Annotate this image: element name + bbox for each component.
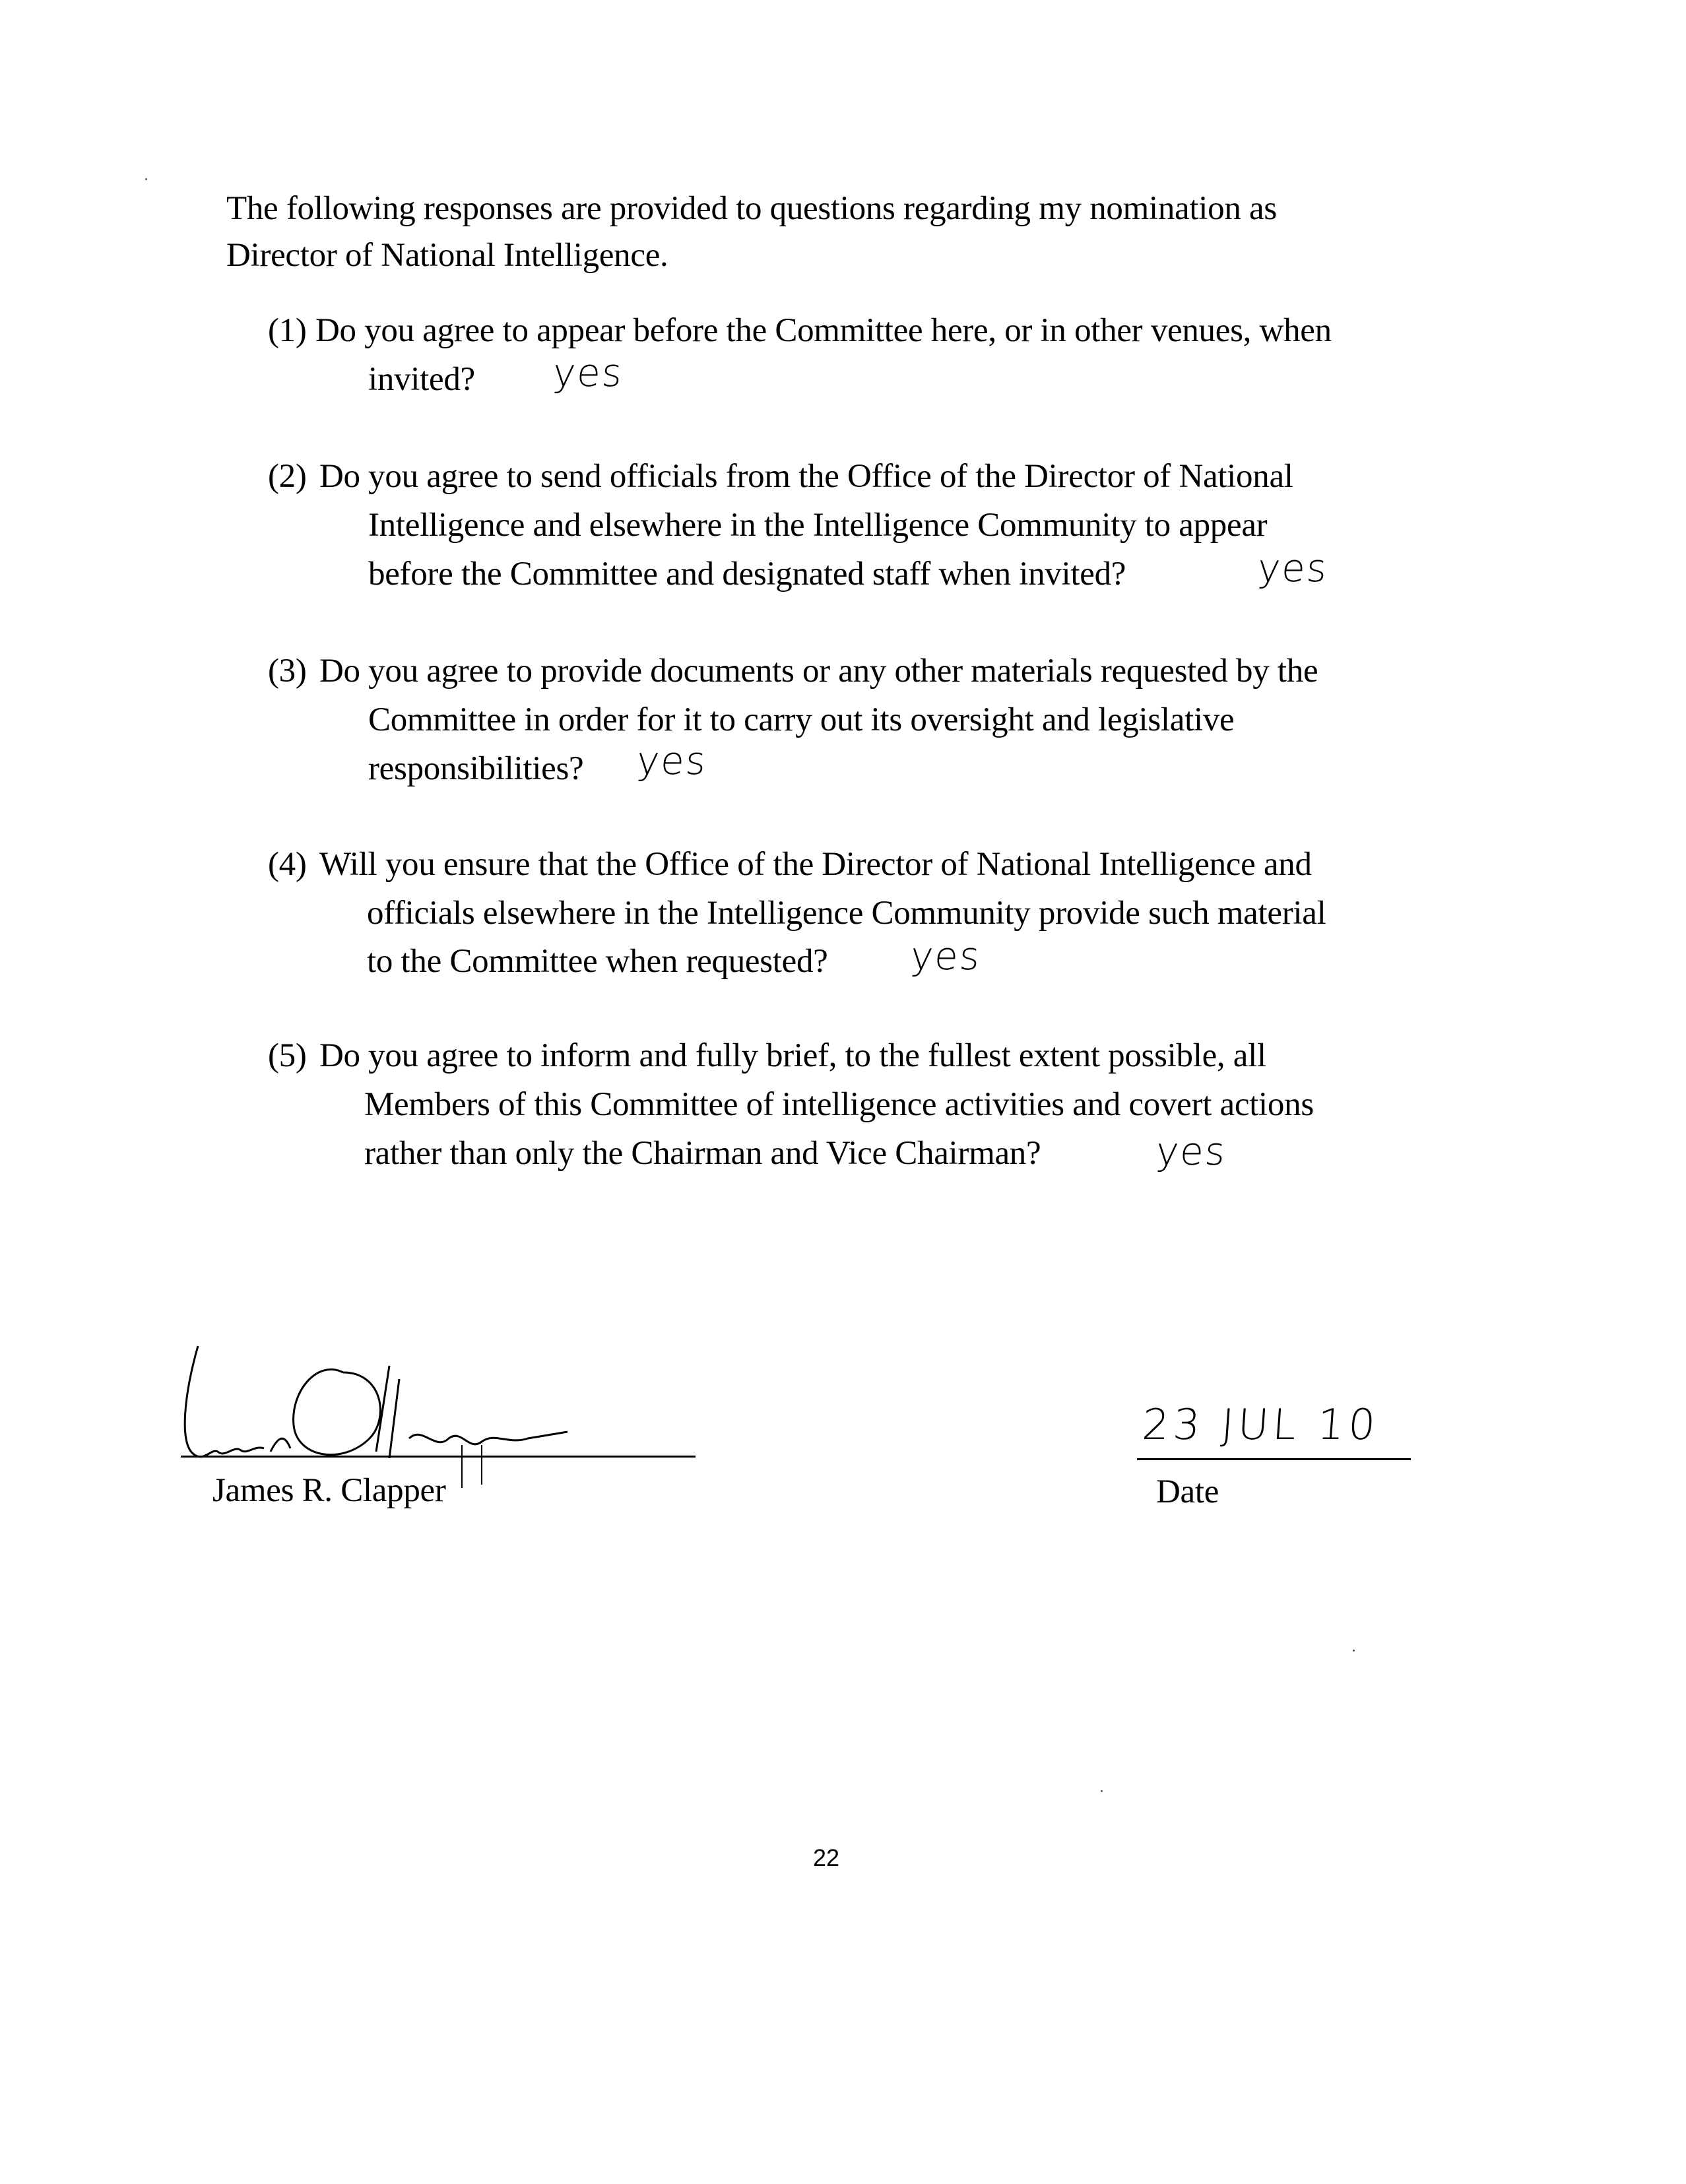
scan-speck	[1353, 1650, 1355, 1652]
signature-line	[181, 1456, 696, 1458]
handwritten-date: 23 JUL 10	[1140, 1401, 1381, 1450]
handwritten-answer: yes	[1154, 1129, 1228, 1174]
scan-speck	[145, 178, 147, 180]
question-line: Committee in order for it to carry out its oversight and legislative	[368, 701, 1235, 738]
date-label: Date	[1156, 1473, 1219, 1510]
signature-image	[172, 1333, 713, 1491]
question-number: (3)	[268, 653, 307, 690]
date-line	[1137, 1458, 1411, 1460]
question-line: Will you ensure that the Office of the Director of National Intelligence and	[319, 846, 1312, 883]
question-line: Do you agree to provide documents or any other materials requested by the	[319, 653, 1318, 690]
question-line: before the Committee and designated staff when invited?	[368, 556, 1126, 593]
page-number: 22	[813, 1844, 840, 1871]
question-line: officials elsewhere in the Intelligence Community provide such material	[367, 895, 1326, 932]
handwritten-answer: yes	[551, 350, 625, 395]
signer-name: James R. Clapper	[212, 1472, 446, 1509]
question-line: Do you agree to appear before the Committee here, or in other venues, when	[315, 312, 1332, 349]
intro-line: The following responses are provided to questions regarding my nomination as	[226, 190, 1277, 227]
question-number: (2)	[268, 458, 307, 495]
scan-speck	[1101, 1790, 1103, 1792]
question-line: rather than only the Chairman and Vice Chairman?	[364, 1135, 1041, 1172]
question-line: Members of this Committee of intelligence activities and covert actions	[364, 1086, 1314, 1123]
handwritten-answer: yes	[1256, 546, 1330, 591]
handwritten-answer: yes	[909, 934, 983, 979]
intro-line: Director of National Intelligence.	[226, 237, 668, 274]
question-number: (5)	[268, 1037, 307, 1074]
question-line: Intelligence and elsewhere in the Intelligence Community to appear	[368, 507, 1268, 544]
question-number: (1)	[268, 312, 307, 349]
question-number: (4)	[268, 846, 307, 883]
question-line: responsibilities?	[368, 750, 584, 787]
question-line: Do you agree to inform and fully brief, to the fullest extent possible, all	[319, 1037, 1266, 1074]
question-line: invited?	[368, 361, 475, 398]
handwritten-answer: yes	[635, 738, 709, 783]
question-line: Do you agree to send officials from the Office of the Director of National	[319, 458, 1293, 495]
question-line: to the Committee when requested?	[367, 943, 828, 980]
